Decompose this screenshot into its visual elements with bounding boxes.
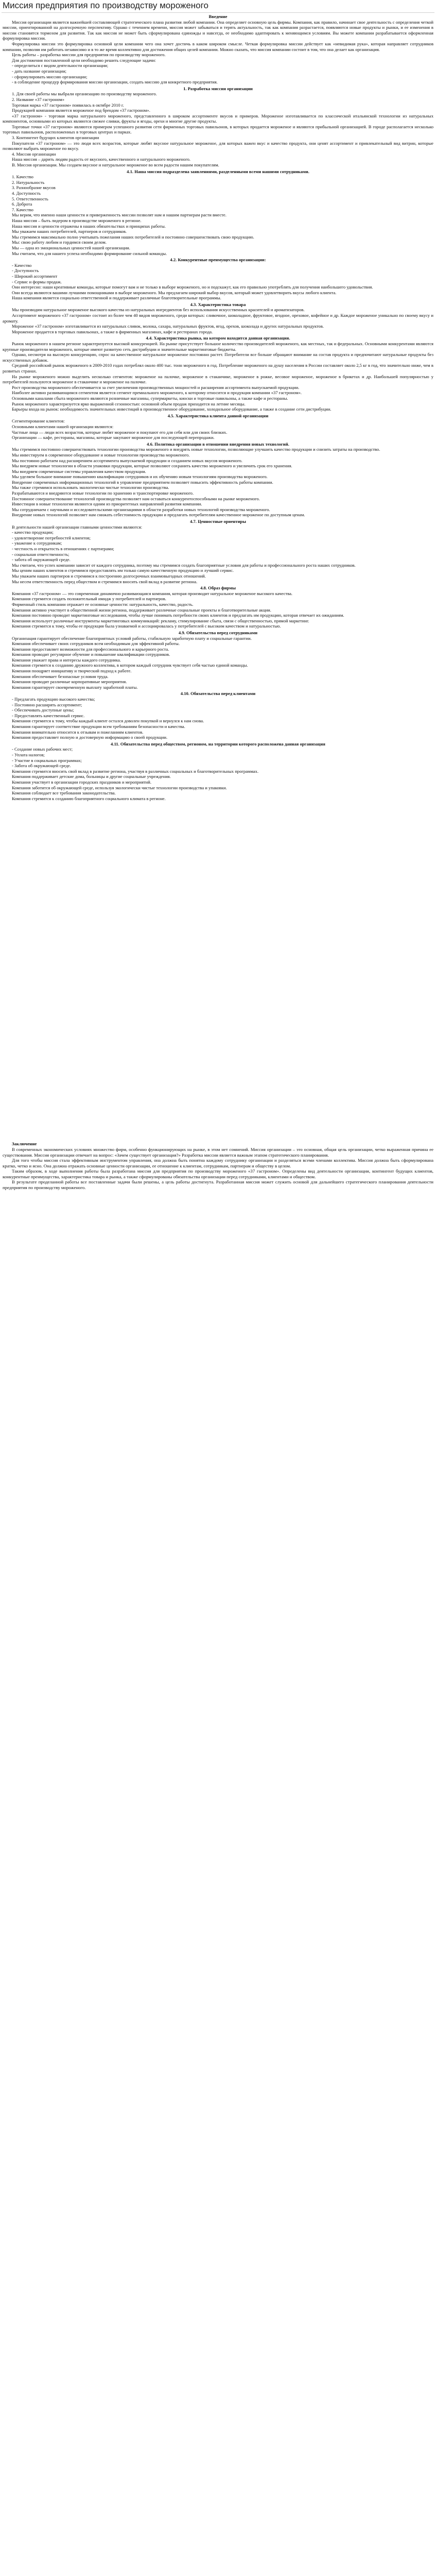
section-paragraph: Организации — кафе, рестораны, магазины, которые закупают мороженое для последующей перепродажи. <box>12 435 215 440</box>
section-paragraph: Мы верим, что именно наши ценности и приверженность миссии позволят нам и нашим партнерам расти вместе. <box>12 212 226 218</box>
section-paragraph: - качество продукции; <box>12 530 54 535</box>
section-paragraph: - сформулировать миссию организации; <box>12 74 88 79</box>
section-heading: 4.9. Обязательства перед сотрудниками <box>178 630 258 635</box>
section-paragraph: Мы стремимся максимально полно учитывать пожелания наших потребителей и постоянно совершенствовать свою продукцию. <box>12 234 254 240</box>
conclusion-heading: Заключение <box>12 1141 37 1147</box>
section-paragraph: Формулировка миссии это формулировка основной цели компании чего она хочет достичь в каком широком смысле. Четкая формулировка миссии действует как «невидимая рука», которая направляет сотрудников компании, позволяя им работать независимо и в то же время коллективно для достижения общих целей компании. Можно сказать, что миссия компании состоит в том, что она делает как организация. <box>3 41 433 52</box>
section-heading: 4.4. Характеристика рынка, на котором находится данная организация. <box>146 335 290 341</box>
section-paragraph: Компания стремится создать положительный имидж у потребителей и партнеров. <box>12 596 166 602</box>
section-paragraph: Компания обеспечивает своих сотрудников всем необходимым для эффективной работы. <box>12 641 180 647</box>
section-paragraph: - Постоянно расширять ассортимент; <box>12 702 82 707</box>
section-paragraph: Наша миссия и ценности отражены в наших обязательствах и принципах работы. <box>12 223 166 229</box>
section-paragraph: Для достижения поставленной цели необходимо решить следующие задачи: <box>12 57 156 63</box>
section-paragraph: - честность и открытость в отношениях с партнерами; <box>12 546 114 551</box>
conclusion-paragraph: В современных экономических условиях множество фирм, особенно функционирующих на рынке, в этом нет сомнений. Миссия организации – это основная, общая цель организации, четко выраженная причина ее существования. Миссия организации отвечает на вопрос: «Зачем существует организация?» Разработка миссии является важным этапом стратегического планирования. <box>3 1146 433 1158</box>
section-paragraph: 1. Для своей работы мы выбрали организацию по производству мороженого. <box>12 91 157 97</box>
section-paragraph: Постоянное совершенствование технологий производства позволяет нам оставаться конкурентоспособными на рынке мороженого. <box>12 496 260 501</box>
conclusion-paragraph: Для того чтобы миссия стала эффективным инструментом управления, она должна быть понятна каждому сотруднику организации и разделяться всеми членами коллектива. Миссия должна быть сформулирована кратко, четко и ясно. Она должна отражать основные ценности организации, ее отношение к клиентам, сотрудникам, партнерам и обществу в целом. <box>3 1158 433 1168</box>
section-paragraph: - определиться с видом деятельности организации; <box>12 63 109 69</box>
section-paragraph: В деятельности нашей организации главными ценностями являются: <box>12 524 143 530</box>
section-paragraph: - уважение к сотрудникам; <box>12 540 62 546</box>
section-paragraph: Мы производим натуральное мороженое высокого качества из натуральных ингредиентов без использования искусственных красителей и ароматизаторов. <box>12 307 305 313</box>
section-paragraph: Внедрение современных информационных технологий в управление предприятием позволяет повысить эффективность работы компании. <box>12 479 273 485</box>
section-paragraph: - Участие в социальных программах; <box>12 757 82 763</box>
section-heading: 4.6. Политика организации в отношении внедрения новых технологий. <box>147 441 289 447</box>
section-heading: 4.3. Характеристика товара <box>190 301 246 307</box>
section-paragraph: Мы постоянно работаем над расширением ассортимента выпускаемой продукции и созданием новых вкусов мороженого. <box>12 457 242 463</box>
section-heading: 4.7. Ценностные ориентиры <box>190 519 246 524</box>
section-paragraph: 2. Натуральность <box>12 179 45 185</box>
section-paragraph: Компания внимательно относится к отзывам и пожеланиям клиентов. <box>12 729 144 735</box>
section-paragraph: - Сервис и формы продаж. <box>12 279 62 284</box>
section-paragraph: 6. Доброта <box>12 201 32 207</box>
section-paragraph: Однако, несмотря на высокую конкуренцию, спрос на качественное натуральное мороженое постоянно растет. Потребители все больше обращают внимание на состав продукта и предпочитают натуральные продукты без искусственных добавок. <box>3 352 433 363</box>
section-paragraph: 7. Качество <box>12 207 33 212</box>
conclusion-section <box>2 1141 434 1190</box>
section-heading: 4.2. Конкурентные преимущества организации: <box>170 257 266 263</box>
section-paragraph: Мы — одна из эмоциональных ценностей нашей организации. <box>12 245 130 250</box>
section-paragraph: Компания гарантирует своевременную выплату заработной платы. <box>12 684 138 690</box>
section-paragraph: Компания активно участвует в общественной жизни региона, поддерживает различные социальные проекты и благотворительные акции. <box>12 607 271 613</box>
section-paragraph: Компания уважает права и интересы каждого сотрудника. <box>12 657 121 663</box>
section-paragraph: Компания заботится об окружающей среде, используя экологически чистые технологии производства и упаковки. <box>12 785 227 790</box>
section-paragraph: Рынок мороженого в нашем регионе характеризуется высокой конкуренцией. На рынке присутствует большое количество производителей мороженого, как местных, так и федеральных. Основными конкурентами являются крупные производители мороженого, которые имеют развитую сеть дистрибуции и значительные маркетинговые бюджеты. <box>3 341 433 352</box>
section-paragraph: - в соблюдение процедур формирования миссии организации, создать миссию для конкретного предприятия. <box>12 79 218 85</box>
section-paragraph: - Предоставлять качественный сервис. <box>12 713 85 718</box>
section-paragraph: - Широкий ассортимент <box>12 273 58 279</box>
section-heading: 4.8. Образ фирмы <box>200 585 236 591</box>
section-paragraph: Частные лица — люди всех возрастов, которые любят мороженое и покупают его для себя или для своих близких. <box>12 429 228 435</box>
section-paragraph: Компания соблюдает все требования законодательства. <box>12 790 116 796</box>
section-paragraph: В. Миссия организации. Мы создаем вкусное и натуральное мороженое во всем радости нашим покупателям. <box>12 162 219 168</box>
section-heading: 4.1. Наша миссия подразделена заявлениями, разделенными всеми нашими сотрудниками. <box>127 168 309 174</box>
section-paragraph: Мы сотрудничаем с научными и исследовательскими организациями в области разработки новых технологий производства мороженого. <box>12 506 270 512</box>
section-paragraph: - удовлетворение потребностей клиентов; <box>12 535 91 540</box>
section-paragraph: Они всегда являются вашими лучшими помощниками в выборе мороженого. Мы предлагаем широкий выбор вкусов, который может удовлетворить вкусы любого клиента. <box>12 290 337 295</box>
section-paragraph: «37 гастроном» - торговая марка натурального мороженого, представленного в широком ассортименте вкусов и примеров. Мороженое изготавливается по классической итальянской технологии из натуральных компонентов, основными из которых являются свежее сливки, фрукты и ягоды, орехи и многие другие продукты. <box>3 113 433 124</box>
section-paragraph: Компания «37 гастроном» — это современная динамично развивающаяся компания, которая производит натуральное мороженое высокого качества. <box>12 590 293 596</box>
section-paragraph: Цель работы – разработка миссии для предприятия по производству мороженого. <box>12 52 166 58</box>
blank-space <box>2 801 434 1141</box>
section-paragraph: Средний российский рынок мороженого в 2009-2010 годах потреблял около 400 тыс. тонн мороженого в год. Потребление мороженого на душу населения в России составляет около 2,5 кг в год, что значительно ниже, чем в развитых странах. <box>3 363 433 374</box>
page-title: Миссия предприятия по производству мороженого <box>2 0 434 13</box>
section-paragraph: Рост производства мороженого обеспечивается за счет увеличения производственных мощностей и расширения ассортимента выпускаемой продукции. <box>12 384 300 390</box>
section-paragraph: Мы уважаем наших партнеров и стремимся к построению долгосрочных взаимовыгодных отношений. <box>12 573 206 579</box>
section-paragraph: Компания поощряет инициативу и творческий подход к работе. <box>12 668 132 674</box>
section-paragraph: - забота об окружающей среде. <box>12 557 71 563</box>
section-paragraph: Мороженое продается в торговых павильонах, а также в фирменных магазинах, кафе и ресторанах города. <box>12 329 213 334</box>
section-paragraph: Компания предоставляет возможности для профессионального и карьерного роста. <box>12 646 169 652</box>
section-paragraph: Компания стремится вносить свой вклад в развитие региона, участвуя в различных социальных и благотворительных программах. <box>12 768 259 774</box>
section-paragraph: 1. Качество <box>12 174 33 180</box>
section-paragraph: Мы также стремимся использовать экологически чистые технологии производства. <box>12 485 169 490</box>
section-paragraph: Компания стремится к созданию дружного коллектива, в котором каждый сотрудник чувствует себя частью единой команды. <box>12 663 248 668</box>
section-paragraph: Внедрение новых технологий позволяет нам снижать себестоимость продукции и предлагать потребителям качественное мороженое по доступным ценам. <box>12 512 305 518</box>
section-paragraph: 3. Контингент будущих клиентов организации <box>12 135 99 141</box>
section-paragraph: Компания стремится к созданию благоприятного социального климата в регионе. <box>12 795 166 801</box>
section-paragraph: Компания проводит различные корпоративные мероприятия. <box>12 679 127 685</box>
section-paragraph: Торговые точки «37 гастроном» являются примером успешного развития сети фирменных торговых павильонов, в которых продается мороженое и являются прибыльной организацией. В городе располагается несколько торговых павильонов, расположенных в торговых центрах и парках. <box>3 124 433 135</box>
section-paragraph: - Предлагать продукцию высокого качества; <box>12 697 95 702</box>
section-paragraph: Мы стремимся постоянно совершенствовать технологии производства мороженого и внедрять новые технологии, позволяющие улучшить качество продукции и снизить затраты на производство. <box>12 447 380 452</box>
section-paragraph: Покупатели «37 гастроном» — это люди всех возрастов, которые любят вкусное натуральное мороженое, для которых важен вкус и качество продукта, они ценят ассортимент и привлекательный вид витрин, которые позволяют выбрать мороженое по вкусу. <box>3 140 433 151</box>
section-paragraph: Компания предоставляет полную и достоверную информацию о своей продукции. <box>12 735 168 740</box>
section-paragraph: Они интересно: наши креативные команды, которые помогут вам и не только в выборе мороженого, но и подскажут, как его правильно употреблять для получения наибольшего удовольствия. <box>12 284 373 290</box>
section-paragraph: Компания участвует в организации городских праздников и мероприятий. <box>12 779 152 785</box>
section-heading: Введение <box>208 14 228 19</box>
section-paragraph: Мы считаем, что успех компании зависит от каждого сотрудника, поэтому мы стремимся создать благоприятные условия для работы и профессионального роста наших сотрудников. <box>12 562 356 568</box>
section-paragraph: 2. Название «37 гастроном» <box>12 96 65 102</box>
section-paragraph: Мы считаем, что для нашего успеха необходимо формирование сильной команды. <box>12 250 167 256</box>
section-paragraph: Основными каналами сбыта мороженого являются розничные магазины, супермаркеты, киоски и торговые павильоны, а также кафе и рестораны. <box>12 395 288 401</box>
section-paragraph: Наша миссия – быть лидером в производстве мороженого в регионе. <box>12 217 142 223</box>
section-heading: 4.10. Обязательства перед клиентами <box>180 691 256 697</box>
section-paragraph: Организация гарантирует обеспечение благоприятных условий работы, стабильную заработную плату и социальные гарантии. <box>12 635 252 641</box>
section-paragraph: 4. Миссия организации <box>12 151 56 157</box>
section-paragraph: Ассортимент мороженого «37 гастроном» состоит из более чем 40 видов мороженого, среди которых: сливочное, шоколадное, фруктовое, ягодное, ореховое, кофейное и др. Каждое мороженое уникально по своему вкусу и аромату. <box>3 313 433 324</box>
section-paragraph: Компания стремится к тому, чтобы каждый клиент остался доволен покупкой и вернулся к нам снова. <box>12 718 204 724</box>
section-paragraph: Мороженое «37 гастроном» изготавливается из натуральных сливок, молока, сахара, натуральных фруктов, ягод, орехов, шоколада и других натуральных продуктов. <box>12 324 324 329</box>
section-paragraph: - Уплата налогов; <box>12 752 45 757</box>
section-paragraph: Барьеры входа на рынок: необходимость значительных инвестиций в производственное оборудование, холодильное оборудование, а также в создание сети дистрибуции. <box>12 406 332 412</box>
section-paragraph: - Создание новых рабочих мест; <box>12 747 73 752</box>
section-paragraph: Продукцией компании является мороженое под брендом «37 гастроном». <box>12 108 150 113</box>
section-paragraph: Мы: свою работу любим и гордимся своим делом. <box>12 240 107 245</box>
article-body <box>2 14 434 801</box>
section-paragraph: Компания постоянно проводит маркетинговые исследования, чтобы лучше понимать потребности своих клиентов и предлагать им продукцию, которая отвечает их ожиданиям. <box>12 613 344 618</box>
section-paragraph: Основными клиентами нашей организации являются: <box>12 423 114 429</box>
section-paragraph: Мы внедряем современные системы управления качеством продукции. <box>12 468 146 474</box>
section-paragraph: Торговая марка «37 гастроном» появилась в октябре 2010 г. <box>12 102 124 108</box>
section-paragraph: Мы внедряем новые технологии в области упаковки продукции, которые позволяют сохранить качество мороженого и увеличить срок его хранения. <box>12 463 292 469</box>
section-paragraph: Компания стремится к тому, чтобы ее продукция была узнаваемой и ассоциировалась у потребителей с высоким качеством и натуральностью. <box>12 623 281 629</box>
section-paragraph: - дать название организации; <box>12 68 67 74</box>
section-paragraph: Миссия организации является важнейшей составляющей стратегического плана развития любой компании. Она определяет основную цель фирмы. Компания, как правило, начинает свое деятельность с определения четкой миссии, ориентированной на долгосрочную перспективу. Однако с течением времени, миссия может забываться и терять актуальность, так как компания разрастается, появляются новые продукты и рынки, и ее изменения в миссии становятся тормозом для развития. Так как миссия не может быть сформулирована единожды и навсегда, ее необходимо адаптировать к меняющимся условиям. Вы можете компании разрабатывается оформленная формулировка миссии. <box>3 19 433 41</box>
section-paragraph: Наша компания является социально ответственной и поддерживает различные благотворительные программы. <box>12 295 221 301</box>
section-paragraph: Рынок мороженого характеризуется ярко выраженной сезонностью: основной объем продаж приходится на летние месяцы. <box>12 401 246 406</box>
section-paragraph: Разрабатываются и внедряются новые технологии по хранению и транспортировке мороженого. <box>12 490 194 496</box>
section-paragraph: Мы инвестируем в современное оборудование и новые технологии производства мороженого. <box>12 452 190 457</box>
section-paragraph: Мы уважаем наших потребителей, партнеров и сотрудников. <box>12 229 127 234</box>
section-paragraph: Компания обеспечивает безопасные условия труда. <box>12 673 109 679</box>
section-paragraph: Наша миссия – дарить людям радость от вкусного, качественного и натурального мороженого. <box>12 157 191 162</box>
section-paragraph: Компания проводит регулярное обучение и повышение квалификации сотрудников. <box>12 652 170 657</box>
section-paragraph: - Обеспечивать доступные цены; <box>12 707 74 713</box>
section-paragraph: - Доступность <box>12 268 39 274</box>
section-paragraph: Компания поддерживает детские дома, больницы и другие социальные учреждения. <box>12 774 171 779</box>
section-paragraph: 4. Доступность <box>12 191 41 196</box>
conclusion-paragraph: В результате проделанной работы все поставленные задачи были решены, а цель работы достигнута. Разработанная миссия может служить основой для дальнейшего стратегического планирования деятельности предприятия по производству мороженого. <box>3 1179 433 1191</box>
section-paragraph: - социальная ответственность; <box>12 551 69 557</box>
section-heading: 1. Разработка миссии организации <box>183 86 253 91</box>
section-heading: 4.11. Обязательства перед обществом, регионом, на территории которого расположена данная организация <box>111 741 325 747</box>
conclusion-paragraph: Таким образом, в ходе выполнения работы была разработана миссия для предприятия по производству мороженого «37 гастроном». Определены вид деятельности организации, контингент будущих клиентов, конкурентные преимущества, характеристика товара и рынка, а также сформулированы обязательства организации перед сотрудниками, клиентами и обществом. <box>3 1168 433 1179</box>
section-paragraph: - Забота об окружающей среде. <box>12 763 71 769</box>
section-paragraph: 5. Ответственность <box>12 196 48 201</box>
section-paragraph: 3. Разнообразие вкусов <box>12 185 56 191</box>
section-paragraph: Мы несем ответственность перед обществом и стремимся вносить свой вклад в развитие региона. <box>12 579 198 584</box>
section-paragraph: Фирменный стиль компании отражает ее основные ценности: натуральность, качество, радость. <box>12 601 194 607</box>
section-paragraph: - Качество <box>12 262 32 268</box>
section-paragraph: Компания гарантирует соответствие продукции всем требованиям безопасности и качества. <box>12 724 185 729</box>
section-heading: 4.5. Характеристика клиента данной организации <box>167 413 269 418</box>
section-paragraph: Сегментирование клиентов: <box>12 418 65 424</box>
section-paragraph: Наиболее активно развивающимся сегментом является сегмент премиального мороженого, к которому относится и продукция компании «37 гастроном». <box>12 390 302 396</box>
page <box>0 0 436 1191</box>
section-paragraph: На рынке мороженого можно выделить несколько сегментов: мороженое на палочке, мороженое в стаканчике, мороженое в рожке, весовое мороженое, мороженое в брикетах и др. Наибольшей популярностью у потребителей пользуются мороженое в стаканчике и мороженое на палочке. <box>3 374 433 385</box>
section-paragraph: Мы ценим наших клиентов и стремимся предоставлять им только самую качественную продукцию и лучший сервис. <box>12 568 234 573</box>
section-paragraph: Инвестиции в новые технологии являются одним из приоритетных направлений развития компании. <box>12 501 202 507</box>
section-paragraph: Мы уделяем большое внимание повышению квалификации сотрудников и их обучению новым технологиям производства мороженого. <box>12 474 268 480</box>
section-paragraph: Компания использует различные инструменты маркетинговых коммуникаций: рекламу, стимулирование сбыта, связи с общественностью, прямой маркетинг. <box>12 618 309 623</box>
